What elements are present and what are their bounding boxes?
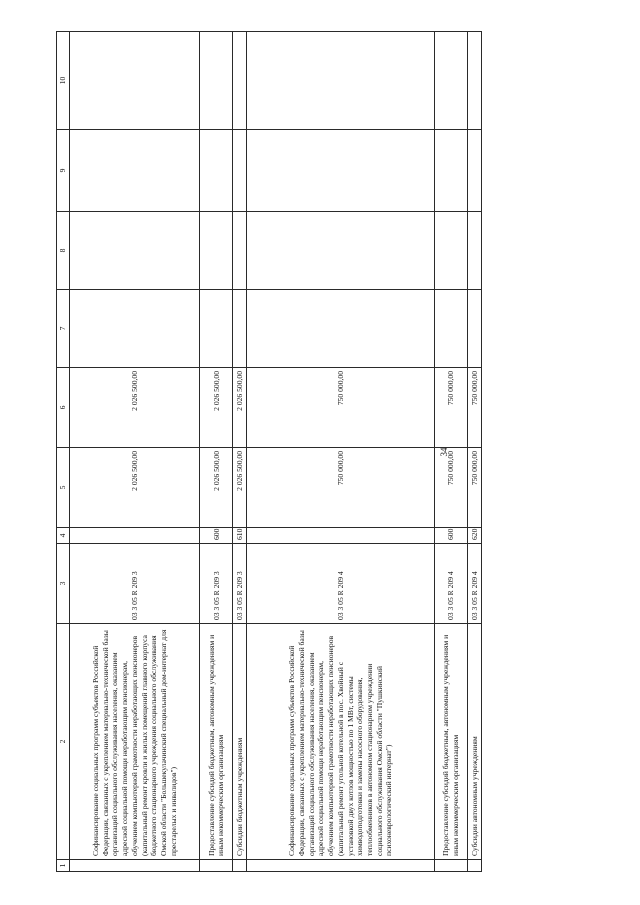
- row-code: 03 3 05 R 209 4: [247, 544, 434, 624]
- row-col6: 2 026 500,00: [70, 368, 200, 448]
- column-number-9: 9: [57, 130, 70, 212]
- header-row: [57, 32, 70, 872]
- empty-cell: [467, 860, 481, 872]
- row-group: 600: [200, 528, 233, 544]
- column-number-5: 5: [57, 448, 70, 528]
- empty-cell: [247, 212, 434, 290]
- table-row: [467, 32, 481, 872]
- empty-cell: [233, 290, 247, 368]
- empty-cell: [200, 212, 233, 290]
- empty-cell: [200, 32, 233, 130]
- rotated-budget-sheet: [56, 32, 482, 872]
- row-col5: 750 000,00: [434, 448, 467, 528]
- column-number-10: 10: [57, 32, 70, 130]
- row-description: Предоставление субсидий бюджетным, автономным учреждениям и иным некоммерческим организациям: [434, 624, 467, 860]
- row-description: Субсидии автономным учреждениям: [467, 624, 481, 860]
- page-number: 34: [439, 447, 449, 457]
- empty-cell: [200, 860, 233, 872]
- column-number-3: 3: [57, 544, 70, 624]
- empty-cell: [70, 32, 200, 130]
- empty-cell: [70, 860, 200, 872]
- column-number-7: 7: [57, 290, 70, 368]
- row-col6: 750 000,00: [247, 368, 434, 448]
- row-code: 03 3 05 R 209 3: [200, 544, 233, 624]
- row-group: [247, 528, 434, 544]
- row-group: 600: [434, 528, 467, 544]
- empty-cell: [70, 290, 200, 368]
- row-col6: 750 000,00: [434, 368, 467, 448]
- empty-cell: [247, 860, 434, 872]
- table-row: [70, 32, 200, 872]
- table-row: [247, 32, 434, 872]
- table-row: [434, 32, 467, 872]
- column-number-8: 8: [57, 212, 70, 290]
- row-description: Софинансирование социальных программ субъектов Российской Федерации, связанных с укреплением материально-технической базы организаций социального обслуживания населения, оказанием адресной социальной помощи неработающим пенсионерам, обучением компьютерной грамотности неработающих пенсионеров (капитальный ремонт угольной котельной в пос. Хвойный с установкой двух котлов мощностью по 1 МВт, системы химводоподготовки и замены насосного оборудования, теплообменников в автономном стационарном учреждении социального обслуживания Омской области "Пушкинский психоневрологический интернат"): [247, 624, 434, 860]
- empty-cell: [247, 32, 434, 130]
- empty-cell: [70, 130, 200, 212]
- row-col5: 2 026 500,00: [200, 448, 233, 528]
- empty-cell: [247, 290, 434, 368]
- empty-cell: [467, 130, 481, 212]
- empty-cell: [434, 32, 467, 130]
- row-col6: 2 026 500,00: [200, 368, 233, 448]
- empty-cell: [434, 212, 467, 290]
- row-code: 03 3 05 R 209 3: [70, 544, 200, 624]
- row-code: 03 3 05 R 209 4: [467, 544, 481, 624]
- empty-cell: [247, 130, 434, 212]
- table-row: [200, 32, 233, 872]
- column-number-4: 4: [57, 528, 70, 544]
- row-code: 03 3 05 R 209 3: [233, 544, 247, 624]
- row-col5: 750 000,00: [467, 448, 481, 528]
- column-number-2: 2: [57, 624, 70, 860]
- empty-cell: [200, 130, 233, 212]
- empty-cell: [434, 860, 467, 872]
- empty-cell: [434, 130, 467, 212]
- empty-cell: [233, 860, 247, 872]
- empty-cell: [434, 290, 467, 368]
- empty-cell: [233, 212, 247, 290]
- row-description: Софинансирование социальных программ субъектов Российской Федерации, связанных с укреплением материально-технической базы организаций социального обслуживания населения, оказанием адресной социальной помощи неработающим пенсионерам, обучением компьютерной грамотности неработающих пенсионеров (капитальный ремонт кровли и жилых помещений главного корпуса бюджетного стационарного учреждения социального обслуживания Омской области "Большекулачинский специальный дом-интернат для престарелых и инвалидов"): [70, 624, 200, 860]
- empty-cell: [233, 130, 247, 212]
- budget-table: [56, 31, 482, 872]
- empty-cell: [467, 290, 481, 368]
- empty-cell: [70, 212, 200, 290]
- row-col6: 2 026 500,00: [233, 368, 247, 448]
- row-col5: 2 026 500,00: [233, 448, 247, 528]
- row-col5: 2 026 500,00: [70, 448, 200, 528]
- empty-cell: [467, 212, 481, 290]
- row-group: 620: [467, 528, 481, 544]
- table-row: [233, 32, 247, 872]
- empty-cell: [467, 32, 481, 130]
- row-code: 03 3 05 R 209 4: [434, 544, 467, 624]
- empty-cell: [233, 32, 247, 130]
- row-group: 610: [233, 528, 247, 544]
- column-number-1: 1: [57, 860, 70, 872]
- row-description: Предоставление субсидий бюджетным, автономным учреждениям и иным некоммерческим организациям: [200, 624, 233, 860]
- row-description: Субсидии бюджетным учреждениям: [233, 624, 247, 860]
- row-col6: 750 000,00: [467, 368, 481, 448]
- column-number-6: 6: [57, 368, 70, 448]
- row-col5: 750 000,00: [247, 448, 434, 528]
- row-group: [70, 528, 200, 544]
- empty-cell: [200, 290, 233, 368]
